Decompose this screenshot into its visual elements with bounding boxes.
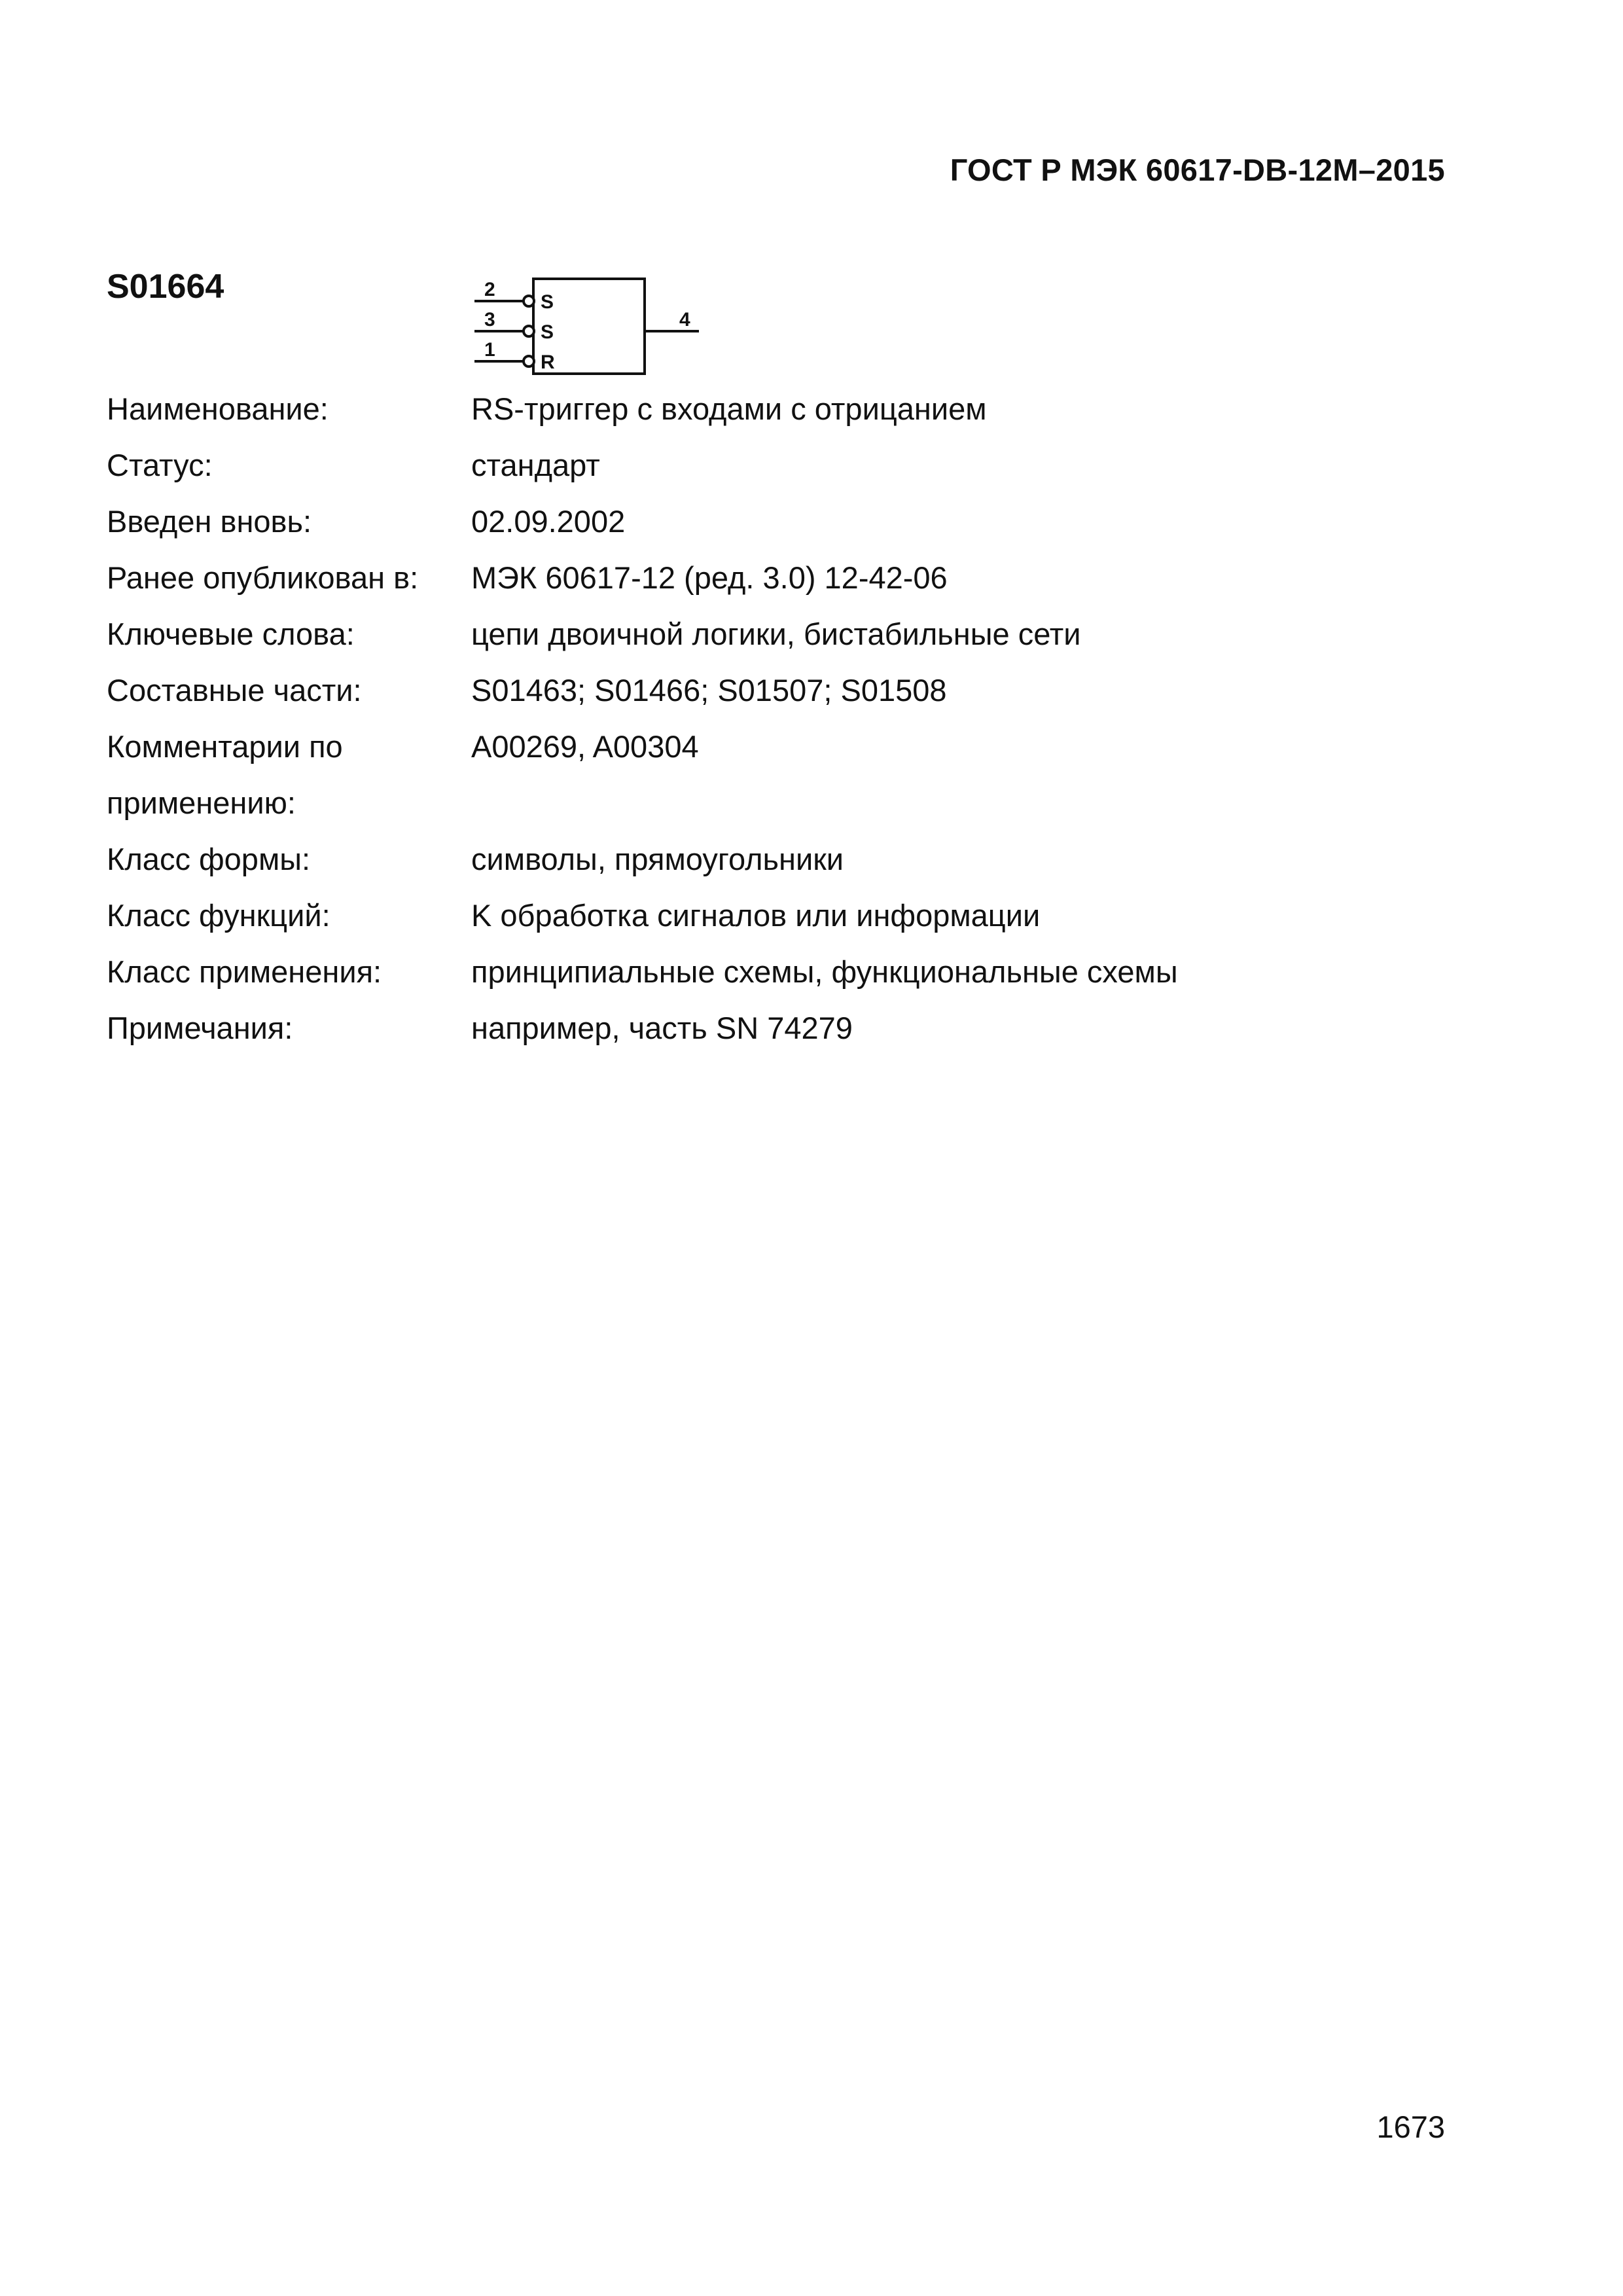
attribute-row bbox=[107, 493, 1178, 550]
negation-circle-2 bbox=[524, 326, 534, 336]
input-label-r: R bbox=[541, 351, 555, 373]
attribute-value: символы, прямоугольники bbox=[471, 842, 844, 876]
attribute-value: цепи двоичной логики, бистабильные сети bbox=[471, 617, 1081, 651]
attribute-value: например, часть SN 74279 bbox=[471, 1011, 853, 1045]
attribute-label: Составные части: bbox=[107, 673, 362, 708]
attribute-label: Класс применения: bbox=[107, 954, 382, 989]
attribute-label: Комментарии по применению: bbox=[107, 729, 343, 820]
pin-number-2: 2 bbox=[484, 279, 495, 300]
attribute-label: Примечания: bbox=[107, 1011, 293, 1045]
attribute-value: 02.09.2002 bbox=[471, 504, 626, 539]
attribute-row bbox=[107, 662, 1178, 719]
negation-circle-3 bbox=[524, 356, 534, 367]
attribute-label: Ключевые слова: bbox=[107, 617, 355, 651]
attribute-value: стандарт bbox=[471, 448, 600, 482]
attribute-value: МЭК 60617-12 (ред. 3.0) 12-42-06 bbox=[471, 560, 948, 595]
attribute-value: K обработка сигналов или информации bbox=[471, 898, 1041, 933]
attribute-row bbox=[107, 944, 1178, 1000]
pin-number-3: 3 bbox=[484, 309, 495, 331]
rs-trigger-symbol bbox=[471, 274, 707, 378]
attribute-value: RS-триггер с входами с отрицанием bbox=[471, 391, 987, 426]
attribute-row bbox=[107, 719, 1178, 831]
attribute-value: A00269, A00304 bbox=[471, 729, 699, 764]
pin-number-1: 1 bbox=[484, 339, 495, 361]
symbol-code: S01664 bbox=[107, 268, 224, 306]
page-number: 1673 bbox=[1376, 2109, 1445, 2144]
attribute-row bbox=[107, 606, 1178, 662]
pin-number-4: 4 bbox=[679, 309, 690, 331]
attribute-label: Наименование: bbox=[107, 391, 329, 426]
attribute-row bbox=[107, 550, 1178, 606]
attribute-row bbox=[107, 831, 1178, 888]
attribute-row bbox=[107, 437, 1178, 493]
input-label-s1: S bbox=[541, 291, 554, 313]
attribute-value: принципиальные схемы, функциональные схемы bbox=[471, 954, 1178, 989]
attribute-label: Статус: bbox=[107, 448, 213, 482]
attribute-row bbox=[107, 888, 1178, 944]
attribute-row bbox=[107, 1000, 1178, 1056]
attribute-label: Введен вновь: bbox=[107, 504, 312, 539]
input-label-s2: S bbox=[541, 321, 554, 343]
attribute-label: Класс формы: bbox=[107, 842, 311, 876]
negation-circle-1 bbox=[524, 296, 534, 306]
attribute-label: Ранее опубликован в: bbox=[107, 560, 419, 595]
attribute-table bbox=[107, 381, 1178, 1056]
standard-header: ГОСТ Р МЭК 60617-DB-12M–2015 bbox=[950, 152, 1445, 187]
attribute-row bbox=[107, 381, 1178, 437]
attribute-label: Класс функций: bbox=[107, 898, 330, 933]
attribute-value: S01463; S01466; S01507; S01508 bbox=[471, 673, 947, 708]
